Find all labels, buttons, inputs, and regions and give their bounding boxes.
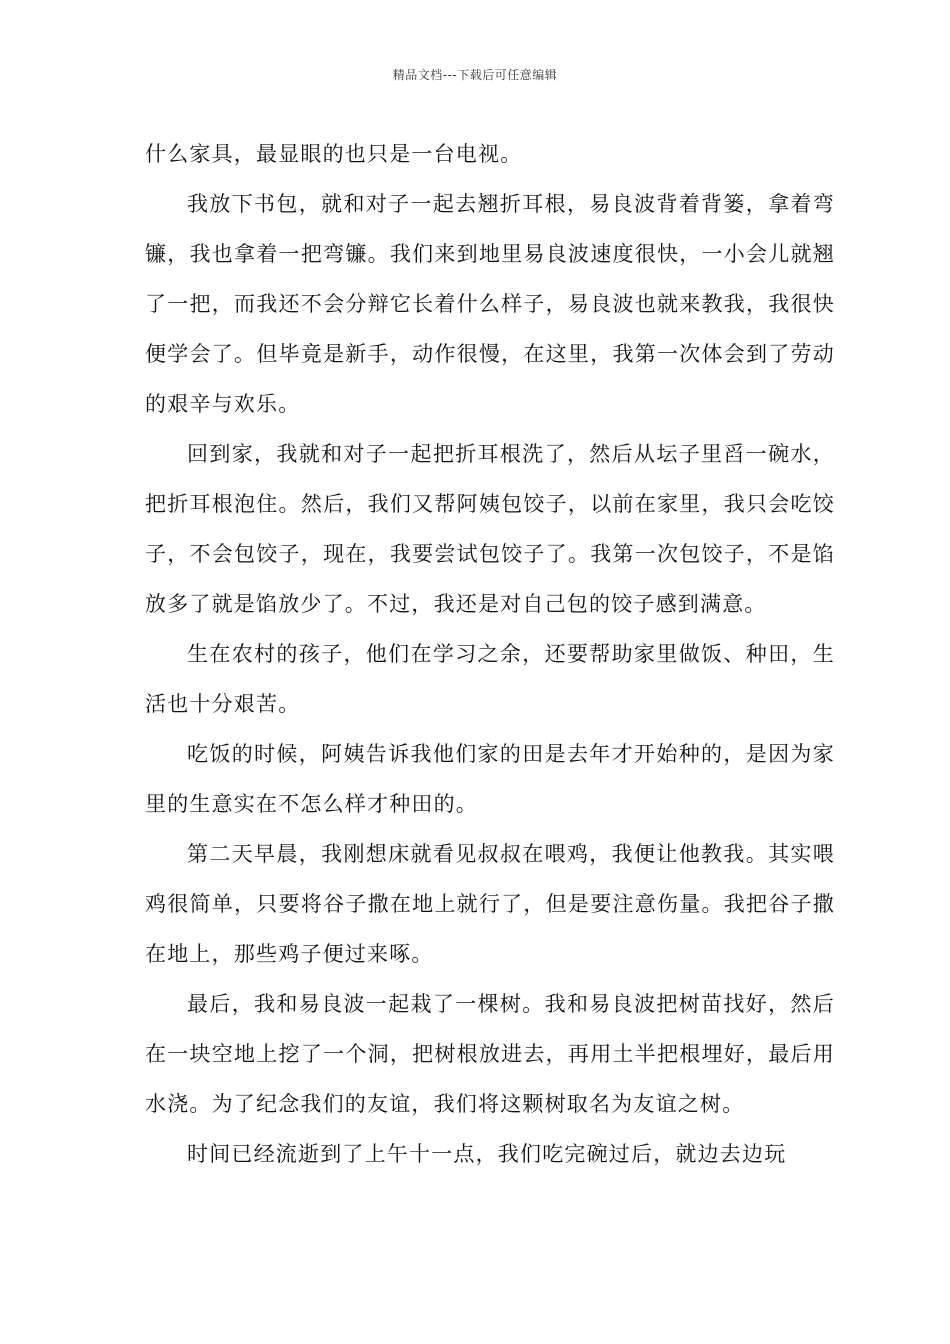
paragraph: 我放下书包，就和对子一起去翘折耳根，易良波背着背篓，拿着弯镰，我也拿着一把弯镰。我们来到地里易良波速度很快，一小会儿就翘了一把，而我还不会分辩它长着什么样子，易良波也就来教我，我很快便学会了。但毕竟是新手，动作很慢，在这里，我第一次体会到了劳动的艰辛与欢乐。 (145, 192, 835, 416)
page-header: 精品文档---下载后可任意编辑 (392, 68, 558, 82)
document-body (145, 129, 835, 1179)
paragraph: 生在农村的孩子，他们在学习之余，还要帮助家里做饭、种田，生活也十分艰苦。 (145, 642, 835, 716)
paragraph: 吃饭的时候，阿姨告诉我他们家的田是去年才开始种的，是因为家里的生意实在不怎么样才种田的。 (145, 742, 835, 816)
paragraph-continued: 什么家具，最显眼的也只是一台电视。 (145, 142, 523, 166)
paragraph: 时间已经流逝到了上午十一点，我们吃完碗过后，就边去边玩 (187, 1142, 787, 1166)
paragraph: 最后，我和易良波一起栽了一棵树。我和易良波把树苗找好，然后在一块空地上挖了一个洞，把树根放进去，再用土半把根埋好，最后用水浇。为了纪念我们的友谊，我们将这颗树取名为友谊之树。 (145, 992, 835, 1116)
paragraph: 第二天早晨，我刚想床就看见叔叔在喂鸡，我便让他教我。其实喂鸡很简单，只要将谷子撒在地上就行了，但是要注意伤量。我把谷子撒在地上，那些鸡子便过来啄。 (145, 842, 835, 966)
paragraph: 回到家，我就和对子一起把折耳根洗了，然后从坛子里舀一碗水，把折耳根泡住。然后，我们又帮阿姨包饺子，以前在家里，我只会吃饺子，不会包饺子，现在，我要尝试包饺子了。我第一次包饺子，不是馅放多了就是馅放少了。不过，我还是对自己包的饺子感到满意。 (145, 442, 835, 616)
